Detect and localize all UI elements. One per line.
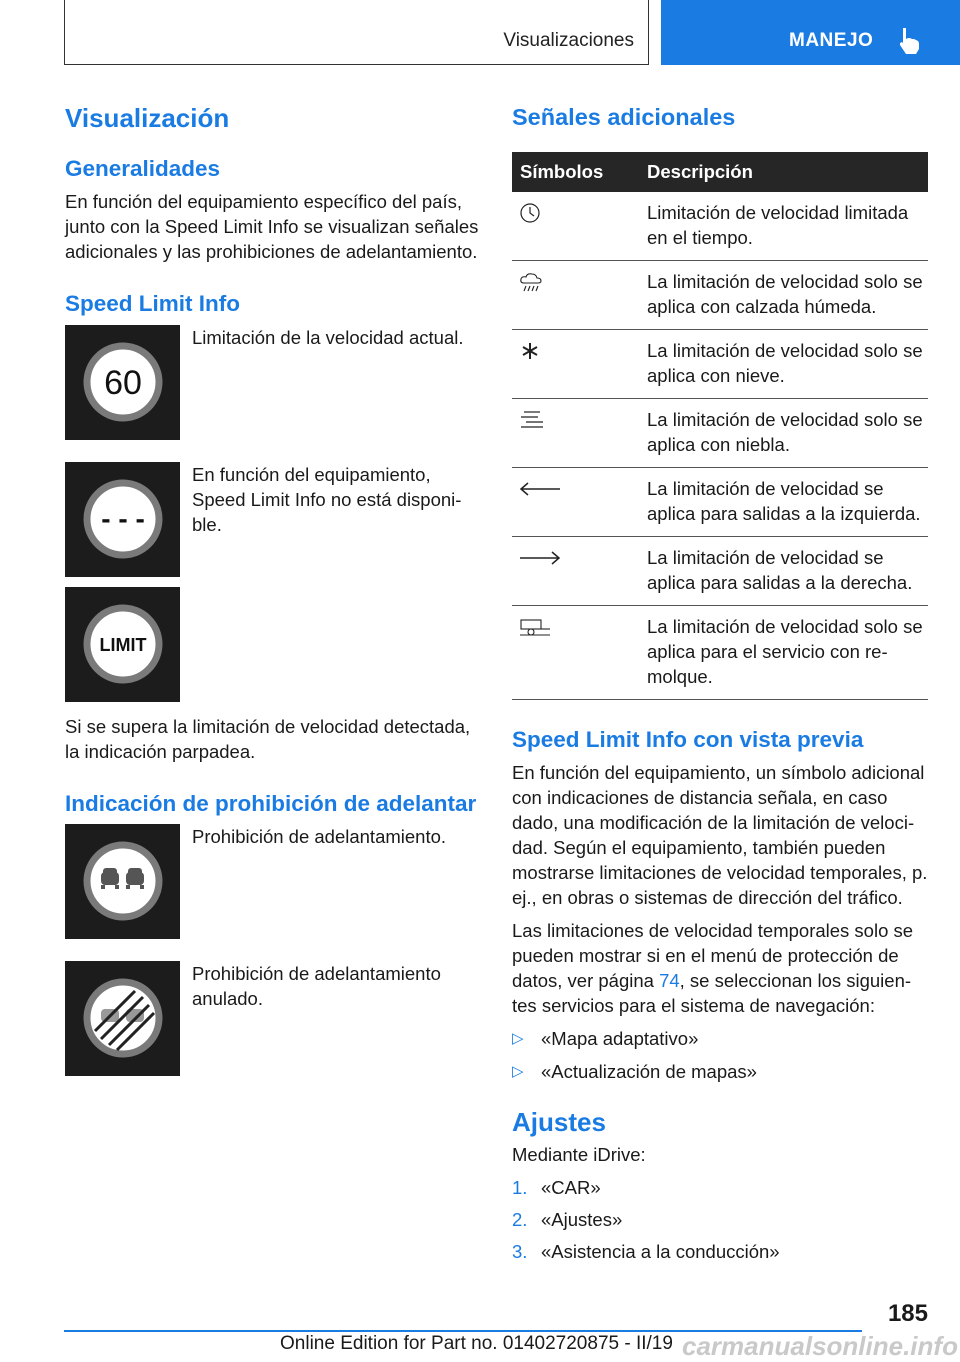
arrow-left-icon bbox=[518, 478, 562, 500]
services-list bbox=[512, 1026, 928, 1084]
heading-speed-limit-info: Speed Limit Info bbox=[65, 291, 241, 316]
step-text: «CAR» bbox=[541, 1177, 601, 1198]
generalidades-text: En función del equipamiento específico del país, junto con la Speed Limit Info se visualizan señales adicionales y las prohibiciones de adelantamiento. bbox=[65, 191, 479, 262]
sign-dash-label: - - - bbox=[101, 503, 145, 534]
table-row bbox=[512, 468, 928, 537]
additional-signs-table bbox=[512, 152, 928, 700]
snowflake-icon bbox=[518, 340, 542, 362]
table-cell-description: Limitación de velocidad limitada en el tiempo. bbox=[643, 192, 928, 261]
footer-edition: Online Edition for Part no. 01402720875 - II/19 bbox=[280, 1333, 673, 1354]
rain-cloud-icon bbox=[518, 271, 544, 295]
table-row bbox=[512, 261, 928, 330]
left-column bbox=[65, 100, 483, 1076]
list-item bbox=[512, 1175, 928, 1200]
hand-pointer-icon bbox=[897, 26, 923, 56]
step-number: 2. bbox=[512, 1209, 528, 1230]
preview-text: En función del equipamiento, un símbolo adicional con indicaciones de distancia señala, en caso dado, una modificación de la limitación de velocidad. Según el equipamiento, también pueden mostrarse limitaciones de velocidad temporales, p. ej., en obras o sistemas de dirección del tráfico. bbox=[512, 762, 928, 908]
table-header-symbols: Símbolos bbox=[512, 152, 643, 192]
header-chapter-tab[interactable] bbox=[661, 0, 960, 65]
exceed-text: Si se supera la limitación de velocidad detectada, la indicación parpadea. bbox=[65, 716, 471, 762]
sign-row-60 bbox=[65, 325, 483, 440]
table-row bbox=[512, 537, 928, 606]
table-header-row bbox=[512, 152, 928, 192]
arrow-right-icon bbox=[518, 547, 562, 569]
table-header-description: Descripción bbox=[643, 152, 928, 192]
watermark: carmanualsonline.info bbox=[682, 1331, 958, 1361]
clock-icon bbox=[518, 202, 542, 224]
no-overtaking-sign bbox=[65, 824, 180, 939]
no-overtake-text: Prohibición de adelantamiento. bbox=[192, 826, 447, 847]
sign-row-dash bbox=[65, 462, 483, 577]
step-number: 3. bbox=[512, 1241, 528, 1262]
fog-icon bbox=[518, 409, 546, 431]
list-item bbox=[512, 1239, 928, 1264]
table-cell-description: La limitación de velocidad se aplica para salidas a la derecha. bbox=[643, 537, 928, 606]
speed-limit-unavailable-sign bbox=[65, 462, 180, 577]
heading-overtake: Indicación de prohibición de adelantar bbox=[65, 791, 477, 816]
table-cell-description: La limitación de velocidad solo se aplica con nieve. bbox=[643, 330, 928, 399]
table-cell-description: La limitación de velocidad solo se aplica con calzada húmeda. bbox=[643, 261, 928, 330]
heading-ajustes: Ajustes bbox=[512, 1107, 606, 1137]
list-item bbox=[512, 1026, 928, 1051]
sign-60-number: 60 bbox=[104, 364, 142, 402]
header-section-title: Visualizaciones bbox=[503, 30, 634, 51]
heading-preview: Speed Limit Info con vista previa bbox=[512, 727, 864, 752]
table-row bbox=[512, 606, 928, 700]
speed-limit-limit-sign bbox=[65, 587, 180, 702]
heading-generalidades: Generalidades bbox=[65, 156, 221, 181]
temporary-limits-text-b: , se seleccionan los siguientes servicios para el sistema de navegación: bbox=[512, 970, 912, 1016]
triangle-bullet-icon: ▷ bbox=[512, 1063, 524, 1080]
overtake-cancel-text: Prohibición de adelantamiento anulado. bbox=[192, 963, 441, 1009]
page-number: 185 bbox=[887, 1300, 928, 1327]
trailer-icon bbox=[518, 616, 552, 638]
table-cell-description: La limitación de velocidad se aplica para salidas a la izquierda. bbox=[643, 468, 928, 537]
sign-limit-label: LIMIT bbox=[99, 635, 147, 655]
table-row bbox=[512, 330, 928, 399]
settings-intro: Mediante iDrive: bbox=[512, 1144, 646, 1165]
table-cell-description: La limitación de velocidad solo se aplica para el servicio con remolque. bbox=[643, 606, 928, 700]
list-item-text: «Actualización de mapas» bbox=[541, 1061, 757, 1082]
page-link-74[interactable]: 74 bbox=[659, 970, 680, 991]
table-row bbox=[512, 399, 928, 468]
step-text: «Ajustes» bbox=[541, 1209, 623, 1230]
step-number: 1. bbox=[512, 1177, 528, 1198]
sign-row-limit bbox=[65, 587, 483, 702]
section-heading-visualizacion: Visualización bbox=[65, 103, 230, 133]
list-item-text: «Mapa adaptativo» bbox=[541, 1028, 699, 1049]
header-chapter-title: MANEJO bbox=[789, 30, 874, 51]
speed-limit-60-sign bbox=[65, 325, 180, 440]
list-item bbox=[512, 1059, 928, 1084]
header-section-box bbox=[64, 0, 649, 65]
sign-row-overtake-cancel bbox=[65, 961, 483, 1076]
temporary-limits-text bbox=[512, 918, 928, 1018]
triangle-bullet-icon: ▷ bbox=[512, 1030, 524, 1047]
step-text: «Asistencia a la conducción» bbox=[541, 1241, 780, 1262]
list-item bbox=[512, 1207, 928, 1232]
heading-senales-adicionales: Señales adicionales bbox=[512, 104, 736, 130]
sign-row-no-overtake bbox=[65, 824, 483, 939]
sign-60-text: Limitación de la velocidad actual. bbox=[192, 327, 464, 348]
right-column bbox=[512, 100, 928, 1264]
sign-dash-text: En función del equipamiento, Speed Limit Info no está disponible. bbox=[192, 464, 462, 535]
temporary-limits-text-a: Las limitaciones de velocidad temporales solo se pueden mostrar si en el menú de protección de datos, ver página bbox=[512, 920, 914, 991]
table-cell-description: La limitación de velocidad solo se aplica con niebla. bbox=[643, 399, 928, 468]
table-row bbox=[512, 192, 928, 261]
end-no-overtaking-sign bbox=[65, 961, 180, 1076]
settings-steps bbox=[512, 1175, 928, 1264]
